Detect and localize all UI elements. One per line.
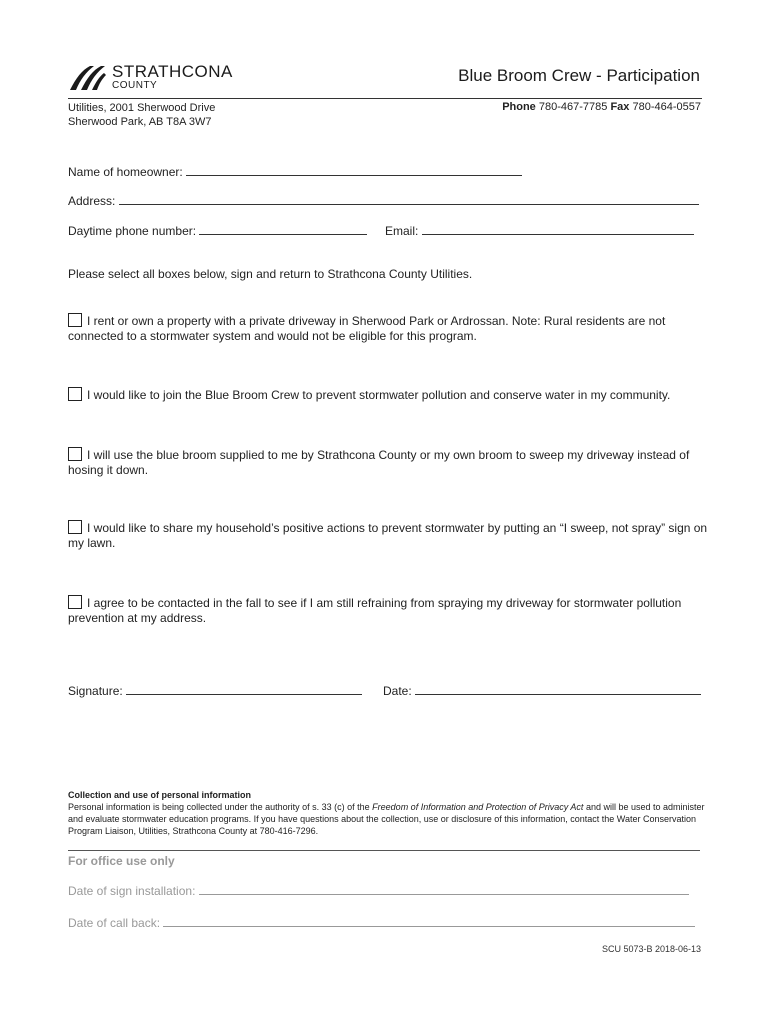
call-back-input-line[interactable] bbox=[163, 916, 695, 927]
address-line-2: Sherwood Park, AB T8A 3W7 bbox=[68, 116, 212, 128]
privacy-text bbox=[68, 801, 708, 837]
sign-installation-input-line[interactable] bbox=[199, 884, 689, 895]
daytime-phone-label: Daytime phone number: bbox=[68, 224, 197, 238]
call-back-label: Date of call back: bbox=[68, 916, 161, 930]
signature-field[interactable] bbox=[68, 684, 362, 698]
checkbox-item-property[interactable] bbox=[68, 313, 708, 344]
privacy-notice bbox=[68, 789, 708, 837]
checkbox-item-broom[interactable] bbox=[68, 447, 708, 478]
email-field[interactable] bbox=[385, 224, 694, 238]
privacy-text-after: and will be used to administer and evaluate stormwater education programs. If you have questions about the collection, use or disclosure of this information, contact the Water Conservation Program Liaison, Utilities, Strathcona County at 780-416-7296. bbox=[68, 802, 705, 836]
checkbox-item-lawn-sign[interactable] bbox=[68, 520, 708, 551]
email-input-line[interactable] bbox=[422, 224, 694, 235]
homeowner-input-line[interactable] bbox=[186, 165, 522, 176]
address-line-1: Utilities, 2001 Sherwood Drive bbox=[68, 102, 216, 114]
checkbox-label: I would like to join the Blue Broom Crew to prevent stormwater pollution and conserve water in my community. bbox=[87, 388, 671, 402]
signature-label: Signature: bbox=[68, 684, 123, 698]
instructions: Please select all boxes below, sign and return to Strathcona County Utilities. bbox=[68, 267, 473, 281]
utilities-address bbox=[68, 101, 215, 129]
checkbox-label: I agree to be contacted in the fall to see if I am still refraining from spraying my driveway for stormwater pollution prevention at my address. bbox=[68, 596, 682, 625]
checkbox-label: I would like to share my household’s positive actions to prevent stormwater by putting an “I sweep, not spray” sign on my lawn. bbox=[68, 521, 708, 550]
homeowner-label: Name of homeowner: bbox=[68, 165, 183, 179]
date-field[interactable] bbox=[383, 684, 701, 698]
call-back-field[interactable] bbox=[68, 916, 695, 930]
date-input-line[interactable] bbox=[415, 684, 701, 695]
logo-wordmark: STRATHCONA bbox=[112, 62, 233, 81]
checkbox[interactable] bbox=[68, 447, 82, 461]
fax-label: Fax bbox=[610, 101, 630, 113]
checkbox-item-join[interactable] bbox=[68, 387, 708, 403]
checkbox-item-contact[interactable] bbox=[68, 595, 708, 626]
email-label: Email: bbox=[385, 224, 419, 238]
address-input-line[interactable] bbox=[119, 194, 699, 205]
homeowner-field[interactable] bbox=[68, 165, 522, 179]
form-code: SCU 5073-B 2018-06-13 bbox=[601, 944, 701, 954]
checkbox-label: I will use the blue broom supplied to me by Strathcona County or my own broom to sweep my driveway instead of hosing it down. bbox=[68, 448, 690, 477]
date-label: Date: bbox=[383, 684, 412, 698]
privacy-text-before: Personal information is being collected under the authority of s. 33 (c) of the bbox=[68, 802, 373, 812]
form-title: Blue Broom Crew - Participation bbox=[458, 66, 700, 85]
fax-number: 780-464-0557 bbox=[632, 101, 701, 113]
logo-subtext: COUNTY bbox=[112, 80, 158, 91]
privacy-act-name: Freedom of Information and Protection of Privacy Act bbox=[372, 802, 584, 812]
sign-installation-field[interactable] bbox=[68, 884, 689, 898]
sign-installation-label: Date of sign installation: bbox=[68, 884, 196, 898]
checkbox[interactable] bbox=[68, 595, 82, 609]
contact-numbers bbox=[502, 101, 701, 113]
signature-input-line[interactable] bbox=[126, 684, 362, 695]
checkbox[interactable] bbox=[68, 313, 82, 327]
checkbox-label: I rent or own a property with a private driveway in Sherwood Park or Ardrossan. Note: Rural residents are not connected to a stormwater system and would not be eligible for this program. bbox=[68, 314, 666, 343]
office-divider bbox=[68, 850, 700, 851]
checkbox[interactable] bbox=[68, 387, 82, 401]
address-label: Address: bbox=[68, 194, 116, 208]
checkbox[interactable] bbox=[68, 520, 82, 534]
daytime-phone-field[interactable] bbox=[68, 224, 367, 238]
header-divider bbox=[68, 98, 702, 99]
phone-number: 780-467-7785 bbox=[538, 101, 608, 113]
address-field[interactable] bbox=[68, 194, 699, 208]
office-use-title: For office use only bbox=[68, 854, 175, 868]
privacy-title: Collection and use of personal information bbox=[68, 790, 252, 800]
daytime-phone-input-line[interactable] bbox=[199, 224, 367, 235]
phone-label: Phone bbox=[502, 101, 536, 113]
